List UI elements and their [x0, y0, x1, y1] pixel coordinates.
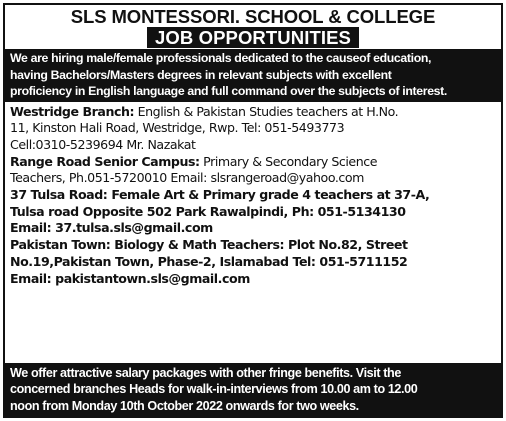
branch-detail: Biology & Math Teachers: Plot No.82, Street: [110, 237, 408, 253]
intro-line: proficiency in English language and full command over the subjects of interest.: [10, 84, 447, 98]
branch-line: [10, 237, 496, 254]
branch-pakistan-town: [10, 237, 496, 287]
footer-line: noon from Monday 10th October 2022 onwards for two weeks.: [10, 398, 359, 413]
footer-notice: [5, 363, 501, 416]
intro-line: having Bachelors/Masters degrees in relevant subjects with excellent: [10, 67, 392, 82]
branch-name: Range Road Senior Campus:: [10, 153, 200, 169]
branch-line: [10, 154, 496, 171]
branch-line: No.19,Pakistan Town, Phase-2, Islamabad Tel: 051-5711152: [10, 253, 408, 269]
branch-range-road: [10, 154, 496, 187]
branch-name: 37 Tulsa Road:: [10, 187, 108, 203]
branch-line: Teachers, Ph.051-5720010 Email: slsrangeroad@yahoo.com: [10, 170, 364, 186]
footer-line: We offer attractive salary packages with other fringe benefits. Visit the: [10, 365, 401, 380]
branch-line: Tulsa road Opposite 502 Park Rawalpindi, Ph: 051-5134130: [10, 203, 406, 219]
footer-line: concerned branches Heads for walk-in-interviews from 10.00 am to 12.00: [10, 382, 418, 397]
branch-tulsa-road: [10, 187, 496, 237]
branches-section: [5, 102, 501, 288]
subtitle-wrapper: [5, 27, 501, 49]
branch-line: [10, 104, 496, 121]
branch-line: Email: pakistantown.sls@gmail.com: [10, 270, 250, 286]
branch-line: 11, Kinston Hali Road, Westridge, Rwp. Tel: 051-5493773: [10, 120, 345, 136]
intro-paragraph: [5, 49, 501, 102]
branch-name: Pakistan Town:: [10, 237, 111, 253]
job-opportunities-heading: JOB OPPORTUNITIES: [147, 27, 359, 48]
branch-westridge: [10, 104, 496, 154]
branch-detail: Primary & Secondary Science: [199, 153, 378, 169]
branch-name: Westridge Branch:: [10, 103, 135, 119]
page-title: SLS MONTESSORI. SCHOOL & COLLEGE: [70, 6, 436, 27]
branch-line: [10, 187, 496, 204]
intro-line: We are hiring male/female professionals dedicated to the causeof education,: [10, 51, 432, 65]
job-advertisement: [3, 3, 503, 418]
branch-line: Cell:0310-5239694 Mr. Nazakat: [10, 136, 196, 152]
branch-detail: Female Art & Primary grade 4 teachers at 37-A,: [107, 187, 430, 203]
branch-detail: English & Pakistan Studies teachers at H.No.: [134, 103, 399, 119]
branch-line: Email: 37.tulsa.sls@gmail.com: [10, 220, 213, 236]
